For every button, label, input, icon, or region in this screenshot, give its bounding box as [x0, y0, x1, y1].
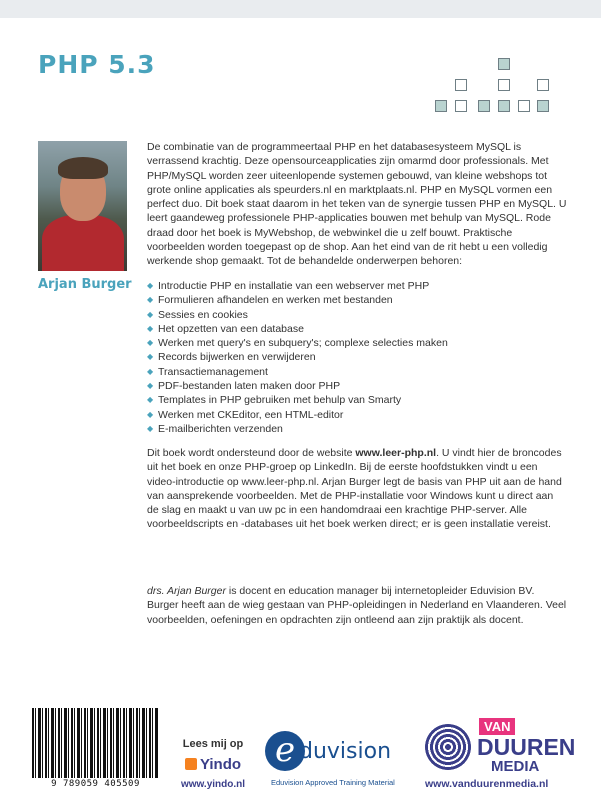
list-item: ◆ Transactiemanagement — [147, 365, 268, 378]
yindo-cube-icon — [185, 758, 197, 770]
square-icon — [498, 58, 510, 70]
yindo-url: www.yindo.nl — [180, 779, 246, 790]
list-item: ◆ Introductie PHP en installatie van een webserver met PHP — [147, 280, 430, 292]
bullet-icon: ◆ — [147, 295, 154, 305]
bullet-icon: ◆ — [147, 352, 154, 362]
yindo-logo — [173, 738, 253, 790]
decorative-squares — [430, 58, 580, 116]
list-item: ◆ Sessies en cookies — [147, 308, 248, 321]
publisher-circle-icon — [425, 724, 471, 770]
list-item: ◆ Het opzetten van een database — [147, 322, 304, 335]
author-name: Arjan Burger — [38, 277, 132, 292]
square-icon — [478, 100, 490, 112]
bullet-icon: ◆ — [147, 381, 154, 391]
bullet-icon: ◆ — [147, 323, 154, 333]
list-item: ◆ Werken met query's en subquery's; complexe selecties maken — [147, 337, 448, 350]
square-icon — [537, 79, 549, 91]
list-item: ◆ E-mailberichten verzenden — [147, 422, 283, 435]
list-item: ◆ Formulieren afhandelen en werken met bestanden — [147, 294, 393, 307]
list-item: ◆ PDF-bestanden laten maken door PHP — [147, 380, 341, 393]
book-title: PHP 5.3 — [38, 50, 156, 79]
square-icon — [435, 100, 447, 112]
bullet-icon: ◆ — [147, 366, 154, 376]
publisher-url: www.vanduurenmedia.nl — [425, 778, 549, 790]
isbn-digits: 9 789059 405509 — [51, 779, 140, 789]
bullet-icon: ◆ — [147, 395, 154, 405]
author-bio: drs. Arjan Burger is docent en education manager bij internetopleider Eduvision BV. Burger heeft aan de wieg gestaan van PHP-opleidingen in Nederland en Vlaanderen. Veel voorbeelden, oefeningen en opdrachten zijn ontleend aan zijn praktijk als docent. — [147, 585, 567, 626]
bullet-icon: ◆ — [147, 409, 154, 419]
yindo-logo-text: Yindo — [199, 756, 242, 773]
yindo-lees-label: Lees mij op — [182, 738, 244, 750]
eduvision-logo — [263, 731, 413, 791]
intro-paragraph: De combinatie van de programmeertaal PHP en het databasesysteem MySQL is verrassend krachtig. Deze opensourceapplicaties zijn omarmd door professionals. Met PHP/MySQL worden zeer uiteenlopende systemen gebouwd, van kleine webshops tot grote online applicaties als speurders.nl en marktplaats.nl. PHP en MySQL vormen een perfect duo. Dit boek staat daarom in het teken van de synergie tussen PHP en MySQL. U leert gaandeweg professionele PHP-applicaties bouwen met behulp van MySQL. Rode draad door het boek is MyWebshop, de webwinkel die u zelf bouwt. Praktische voorbeelden worden toegepast op de shop. Aan het eind van de rit hebt u een volledig werkende shop gemaakt. Tot de behandelde onderwerpen behoren: — [147, 141, 567, 268]
bullet-icon: ◆ — [147, 309, 154, 319]
list-item: ◆ Templates in PHP gebruiken met behulp van Smarty — [147, 394, 402, 407]
list-item: ◆ Werken met CKEditor, een HTML-editor — [147, 408, 344, 421]
website-paragraph: Dit boek wordt ondersteund door de website www.leer-php.nl. U vindt hier de broncodes uit het boek en onze PHP-groep op LinkedIn. Bij de eerste hoofdstukken vindt u een video-introductie op www.leer-php.nl. Arjan Burger legt de basis van PHP uit aan de hand van aansprekende voorbeelden. Met de PHP-installatie voor Windows kunt u direct aan de slag en maakt u van uw pc in een handomdraai een krachtige PHP-server. Alle voorbeeldscripts en -databases uit het boek werken direct; er is geen installatie vereist. — [147, 447, 562, 531]
eduvision-name: duvision — [299, 739, 392, 764]
square-icon — [498, 100, 510, 112]
bio-name: drs. Arjan Burger — [147, 585, 226, 597]
bullet-icon: ◆ — [147, 281, 154, 290]
bullet-icon: ◆ — [147, 423, 154, 433]
bullet-icon: ◆ — [147, 338, 154, 348]
publisher-logo — [421, 710, 591, 790]
square-icon — [537, 100, 549, 112]
eduvision-tagline: Eduvision Approved Training Material — [271, 778, 395, 787]
square-icon — [518, 100, 530, 112]
topics-list — [147, 279, 448, 436]
square-icon — [455, 100, 467, 112]
eduvision-e-icon: e — [265, 731, 305, 771]
list-item: ◆ Records bijwerken en verwijderen — [147, 351, 316, 364]
website-link: www.leer-php.nl — [355, 447, 437, 459]
top-band — [0, 0, 601, 18]
square-icon — [455, 79, 467, 91]
publisher-media: MEDIA — [491, 758, 540, 775]
barcode — [32, 708, 159, 778]
publisher-duuren: DUUREN — [477, 734, 576, 760]
square-icon — [498, 79, 510, 91]
publisher-van: VAN — [479, 718, 515, 735]
author-photo — [38, 141, 127, 271]
